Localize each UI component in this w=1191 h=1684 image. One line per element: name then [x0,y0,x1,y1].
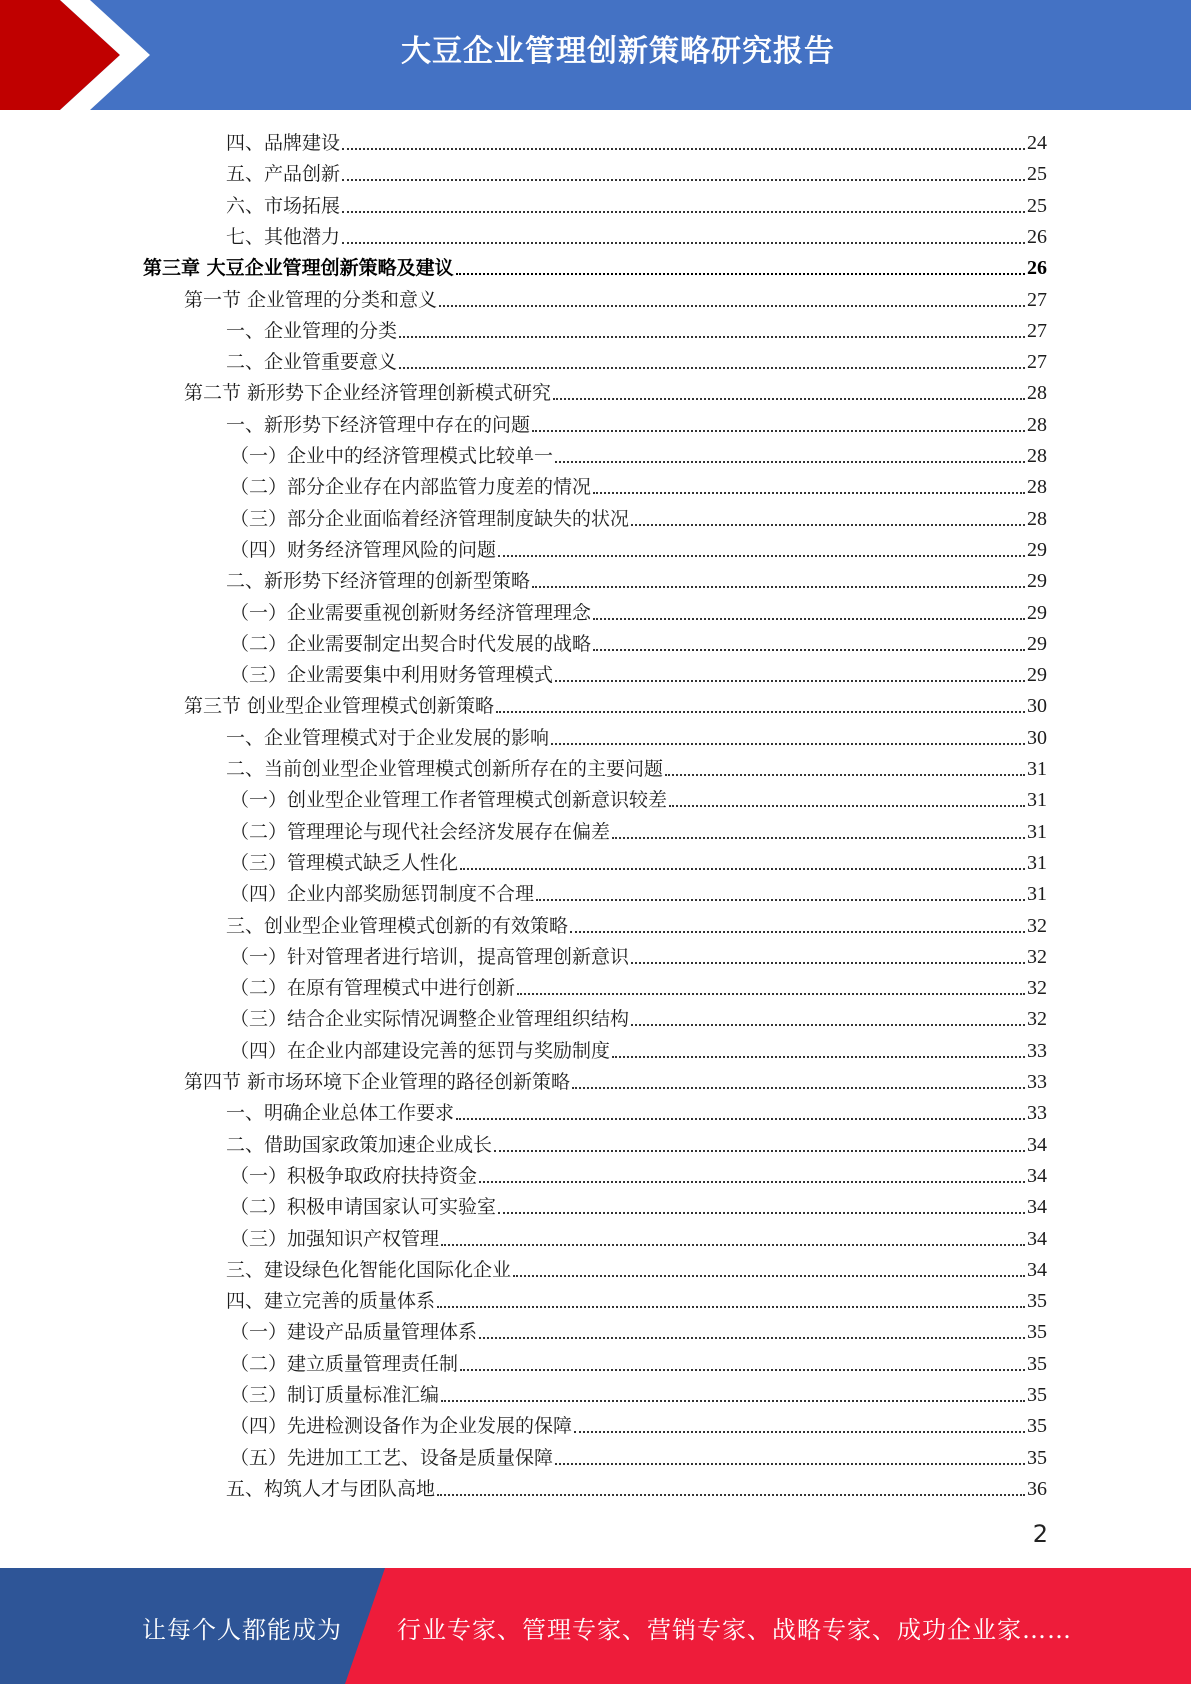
toc-entry[interactable] [230,598,1047,629]
toc-entry[interactable] [230,785,1047,816]
toc-dot-leader [437,1494,1025,1496]
toc-dot-leader [456,273,1025,275]
toc-dot-leader [572,1087,1025,1089]
toc-entry-title: （四）在企业内部建设完善的惩罚与奖励制度 [230,1039,611,1062]
toc-entry-page: 35 [1027,1290,1047,1313]
toc-entry[interactable] [230,504,1047,535]
toc-entry[interactable] [230,1192,1047,1223]
toc-entry[interactable] [143,253,1047,284]
toc-dot-leader [441,1244,1025,1246]
toc-dot-leader [494,1150,1025,1152]
toc-entry-page: 33 [1027,1039,1047,1062]
toc-entry[interactable] [226,723,1047,754]
toc-dot-leader [551,743,1025,745]
toc-entry[interactable] [226,1130,1047,1161]
toc-dot-leader [513,1275,1025,1277]
toc-entry-page: 34 [1027,1196,1047,1219]
toc-entry-page: 32 [1027,945,1047,968]
toc-dot-leader [631,962,1025,964]
toc-dot-leader [460,1369,1025,1371]
toc-entry[interactable] [184,691,1047,722]
toc-entry[interactable] [230,1224,1047,1255]
toc-entry[interactable] [226,1255,1047,1286]
toc-entry-title: 二、新形势下经济管理的创新型策略 [226,570,531,593]
toc-entry-title: （三）管理模式缺乏人性化 [230,851,459,874]
toc-entry-page: 36 [1027,1477,1047,1500]
toc-entry[interactable] [230,660,1047,691]
document-title: 大豆企业管理创新策略研究报告 [401,34,835,69]
toc-dot-leader [399,336,1025,338]
toc-entry-page: 32 [1027,977,1047,1000]
toc-entry-title: （一）积极争取政府扶持资金 [230,1164,478,1187]
toc-entry[interactable] [230,1036,1047,1067]
toc-dot-leader [342,242,1025,244]
toc-entry[interactable] [230,1380,1047,1411]
toc-entry[interactable] [226,191,1047,222]
toc-dot-leader [460,868,1025,870]
toc-dot-leader [553,398,1025,400]
toc-entry-page: 28 [1027,382,1047,405]
toc-entry[interactable] [226,911,1047,942]
toc-entry-title: 第二节 新形势下企业经济管理创新模式研究 [184,382,552,405]
toc-dot-leader [441,1400,1025,1402]
toc-entry[interactable] [230,1317,1047,1348]
toc-dot-leader [570,931,1025,933]
toc-entry-title: 三、创业型企业管理模式创新的有效策略 [226,914,569,937]
toc-entry-page: 29 [1027,538,1047,561]
toc-dot-leader [536,899,1025,901]
toc-dot-leader [439,305,1025,307]
toc-entry-title: （一）创业型企业管理工作者管理模式创新意识较差 [230,789,668,812]
toc-entry-title: 四、品牌建设 [226,132,341,154]
toc-entry-page: 34 [1027,1227,1047,1250]
toc-dot-leader [479,1181,1025,1183]
toc-entry-page: 29 [1027,570,1047,593]
toc-entry[interactable] [230,1004,1047,1035]
toc-entry-title: 三、建设绿色化智能化国际化企业 [226,1258,512,1281]
toc-dot-leader [612,1056,1025,1058]
toc-entry[interactable] [230,879,1047,910]
toc-entry-title: （五）先进加工工艺、设备是质量保障 [230,1446,554,1469]
toc-entry-title: （二）部分企业存在内部监管力度差的情况 [230,476,592,499]
toc-entry-page: 33 [1027,1102,1047,1125]
toc-entry[interactable] [230,848,1047,879]
toc-entry[interactable] [184,378,1047,409]
toc-entry-page: 34 [1027,1133,1047,1156]
toc-entry-title: （二）积极申请国家认可实验室 [230,1196,497,1219]
toc-entry-title: 第一节 企业管理的分类和意义 [184,288,438,311]
toc-entry-title: 四、建立完善的质量体系 [226,1290,436,1313]
toc-entry-page: 35 [1027,1446,1047,1469]
toc-entry-title: 一、新形势下经济管理中存在的问题 [226,413,531,436]
toc-entry-title: （二）企业需要制定出契合时代发展的战略 [230,632,592,655]
toc-entry-title: 第三节 创业型企业管理模式创新策略 [184,695,495,718]
toc-entry-page: 35 [1027,1321,1047,1344]
toc-entry[interactable] [230,441,1047,472]
toc-entry-page: 29 [1027,601,1047,624]
toc-entry-title: （一）针对管理者进行培训，提高管理创新意识 [230,945,630,968]
toc-entry-page: 33 [1027,1071,1047,1093]
toc-entry-title: 七、其他潜力 [226,225,341,248]
toc-entry-title: 二、借助国家政策加速企业成长 [226,1133,493,1156]
footer-slogan-right: 行业专家、管理专家、营销专家、战略专家、成功企业家…… [397,1616,1072,1644]
toc-entry[interactable] [230,973,1047,1004]
toc-entry[interactable] [184,1067,1047,1098]
toc-entry[interactable] [230,1443,1047,1474]
toc-entry-page: 30 [1027,695,1047,718]
toc-entry-page: 28 [1027,413,1047,436]
toc-entry-page: 31 [1027,851,1047,874]
toc-entry[interactable] [230,535,1047,566]
toc-entry[interactable] [226,410,1047,441]
toc-entry-title: 一、企业管理模式对于企业发展的影响 [226,726,550,749]
toc-dot-leader [593,618,1025,620]
toc-entry-page: 34 [1027,1258,1047,1281]
toc-entry-page: 29 [1027,664,1047,687]
toc-entry-page: 26 [1027,225,1047,248]
toc-dot-leader [498,1212,1025,1214]
toc-entry-title: （三）部分企业面临着经济管理制度缺失的状况 [230,507,630,530]
toc-entry-page: 25 [1027,194,1047,217]
toc-entry-page: 32 [1027,914,1047,937]
toc-entry-title: 第四节 新市场环境下企业管理的路径创新策略 [184,1071,571,1093]
toc-entry-page: 28 [1027,445,1047,467]
toc-dot-leader [574,1431,1025,1433]
toc-dot-leader [496,711,1025,713]
toc-dot-leader [437,1306,1025,1308]
toc-dot-leader [342,179,1025,181]
toc-entry-page: 31 [1027,883,1047,906]
toc-entry-title: 二、当前创业型企业管理模式创新所存在的主要问题 [226,758,664,780]
toc-entry[interactable] [226,1286,1047,1317]
toc-entry-page: 35 [1027,1415,1047,1438]
toc-dot-leader [532,430,1025,432]
toc-entry-page: 31 [1027,789,1047,812]
toc-entry-title: 五、产品创新 [226,163,341,186]
toc-dot-leader [631,524,1025,526]
toc-dot-leader [593,649,1025,651]
toc-entry-page: 35 [1027,1352,1047,1375]
toc-entry-page: 25 [1027,163,1047,186]
toc-entry-page: 31 [1027,758,1047,780]
toc-entry-page: 29 [1027,632,1047,655]
toc-entry-title: 一、企业管理的分类 [226,319,398,342]
toc-entry-page: 27 [1027,351,1047,374]
toc-dot-leader [555,461,1025,463]
toc-entry-page: 28 [1027,476,1047,499]
toc-entry[interactable] [226,222,1047,253]
toc-entry[interactable] [226,1098,1047,1129]
toc-entry[interactable] [230,1349,1047,1380]
toc-entry-title: （四）财务经济管理风险的问题 [230,538,497,561]
toc-entry-title: 一、明确企业总体工作要求 [226,1102,455,1125]
toc-dot-leader [517,993,1025,995]
header-band [0,0,1191,110]
toc-dot-leader [669,805,1025,807]
toc-entry-title: （二）在原有管理模式中进行创新 [230,977,516,1000]
toc-entry[interactable] [226,347,1047,378]
toc-entry-page: 34 [1027,1164,1047,1187]
toc-entry-title: 二、企业管重要意义 [226,351,398,374]
toc-entry-title: （一）企业需要重视创新财务经济管理理念 [230,601,592,624]
toc-dot-leader [612,837,1025,839]
toc-entry-title: 六、市场拓展 [226,194,341,217]
toc-entry[interactable] [226,159,1047,190]
toc-entry[interactable] [226,128,1047,159]
toc-entry-page: 27 [1027,288,1047,311]
toc-entry[interactable] [226,754,1047,785]
toc-entry[interactable] [230,817,1047,848]
toc-entry-title: （三）加强知识产权管理 [230,1227,440,1250]
toc-dot-leader [456,1118,1025,1120]
toc-dot-leader [593,492,1025,494]
toc-dot-leader [555,1463,1025,1465]
toc-dot-leader [498,555,1025,557]
toc-entry-page: 32 [1027,1008,1047,1031]
toc-entry[interactable] [184,285,1047,316]
toc-entry-page: 28 [1027,507,1047,530]
toc-entry-title: （三）制订质量标准汇编 [230,1384,440,1406]
toc-entry-title: （一）建设产品质量管理体系 [230,1321,478,1344]
footer-band [0,1568,1191,1684]
toc-entry[interactable] [230,1411,1047,1442]
toc-dot-leader [342,211,1025,213]
toc-entry[interactable] [226,316,1047,347]
toc-dot-leader [342,148,1025,150]
toc-entry-title: （二）建立质量管理责任制 [230,1352,459,1375]
toc-entry-title: （三）企业需要集中利用财务管理模式 [230,664,554,687]
footer-slogan-left: 让每个人都能成为 [142,1616,342,1644]
toc-entry-page: 35 [1027,1384,1047,1406]
toc-entry-page: 26 [1027,257,1047,280]
toc-entry[interactable] [230,942,1047,973]
toc-entry[interactable] [226,566,1047,597]
toc-entry-page: 24 [1027,132,1047,154]
toc-entry[interactable] [230,629,1047,660]
toc-entry-title: （四）企业内部奖励惩罚制度不合理 [230,883,535,906]
toc-entry-page: 30 [1027,726,1047,749]
toc-entry-title: （一）企业中的经济管理模式比较单一 [230,445,554,467]
toc-entry[interactable] [226,1474,1047,1505]
toc-dot-leader [555,680,1025,682]
toc-entry-page: 27 [1027,319,1047,342]
toc-dot-leader [631,1024,1025,1026]
toc-dot-leader [399,367,1025,369]
toc-entry-title: 第三章 大豆企业管理创新策略及建议 [143,257,454,280]
toc-entry-title: 五、构筑人才与团队高地 [226,1477,436,1500]
toc-entry[interactable] [230,472,1047,503]
toc-dot-leader [479,1337,1025,1339]
toc-entry-title: （二）管理理论与现代社会经济发展存在偏差 [230,820,611,843]
toc-dot-leader [532,586,1025,588]
toc-entry-title: （三）结合企业实际情况调整企业管理组织结构 [230,1008,630,1031]
page-number: 2 [1032,1520,1048,1548]
toc-entry[interactable] [230,1161,1047,1192]
toc-entry-title: （四）先进检测设备作为企业发展的保障 [230,1415,573,1438]
toc-dot-leader [665,774,1025,776]
toc-entry-page: 31 [1027,820,1047,843]
